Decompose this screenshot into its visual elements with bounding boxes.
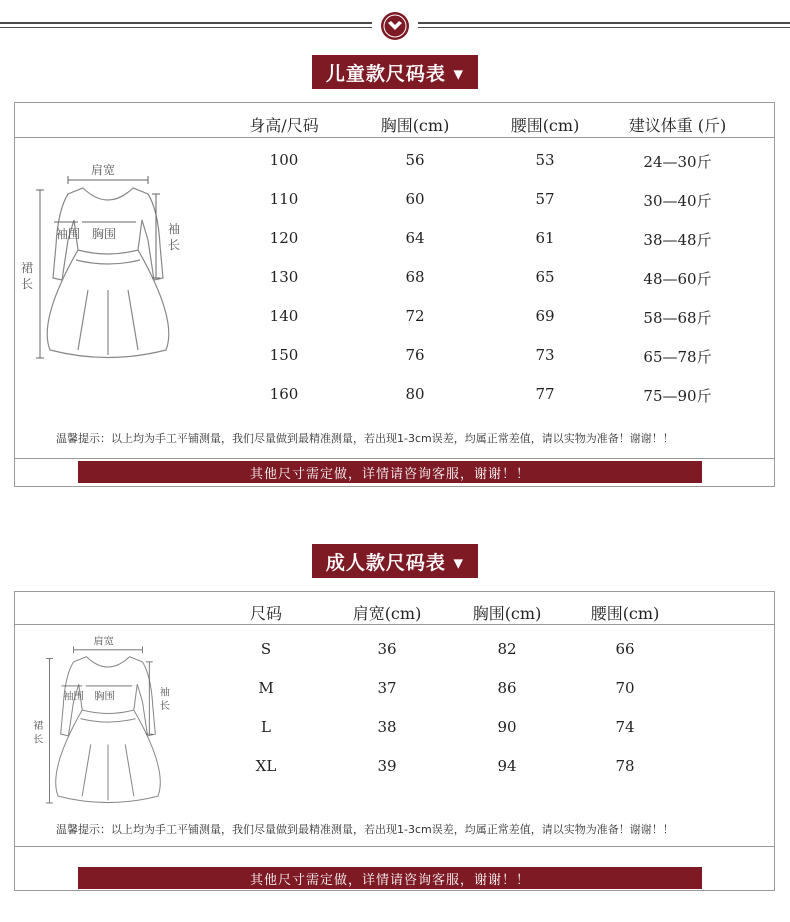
adult-size-chart-title: 成人款尺码表 ▾ [312, 544, 478, 578]
adult-table-cell: 37 [377, 679, 397, 697]
header-shoulder: 肩宽(cm) [352, 604, 422, 623]
kids-table-cell: 57 [535, 190, 555, 208]
adult-table-cell: 82 [497, 640, 517, 658]
kids-table-cell: 38—48斤 [643, 231, 712, 249]
measurement-tip: 温馨提示：以上均为手工平铺测量，我们尽量做到最精准测量，若出现1-3cm误差，均属正常差值，请以实物为准备！谢谢！！ [56, 432, 674, 445]
kids-table-cell: 80 [405, 385, 425, 403]
header-height-size: 身高/尺码 [249, 116, 319, 135]
kids-table-cell: 60 [405, 190, 425, 208]
header-size: 尺码 [249, 604, 282, 623]
custom-size-notice: 其他尺寸需定做，详情请咨询客服，谢谢！！ [78, 461, 702, 483]
kids-size-chart-title: 儿童款尺码表 ▾ [312, 55, 478, 89]
chest-label: 胸围 [94, 690, 115, 703]
kids-table-cell: 24—30斤 [643, 153, 712, 171]
divider-line [418, 22, 790, 24]
chest-label: 胸围 [92, 227, 117, 241]
measurement-tip: 温馨提示：以上均为手工平铺测量，我们尽量做到最精准测量，若出现1-3cm误差，均属正常差值，请以实物为准备！谢谢！！ [56, 823, 674, 836]
header-chest: 胸围(cm) [380, 116, 450, 135]
skirt-length-label: 长 [33, 733, 44, 746]
kids-table-cell: 72 [405, 307, 425, 325]
kids-table-cell: 30—40斤 [643, 192, 712, 210]
adult-table-cell: 70 [615, 679, 635, 697]
header-weight: 建议体重 (斤) [628, 116, 727, 135]
adult-table-cell: 38 [377, 718, 397, 736]
adult-table-cell: 36 [377, 640, 397, 658]
heart-emblem-icon [380, 11, 410, 41]
kids-table-cell: 100 [269, 151, 299, 169]
dress-measurement-diagram [18, 150, 198, 365]
divider-line [15, 846, 774, 847]
kids-table-cell: 68 [405, 268, 425, 286]
kids-table-cell: 150 [269, 346, 299, 364]
shoulder-label: 肩宽 [93, 635, 115, 648]
kids-table-cell: 75—90斤 [643, 387, 712, 405]
kids-table-cell: 65 [535, 268, 555, 286]
kids-table-cell: 73 [535, 346, 555, 364]
sleeve-circ-label: 袖围 [63, 690, 84, 703]
kids-table-cell: 120 [269, 229, 299, 247]
adult-table-cell: 78 [615, 757, 635, 775]
adult-table-cell: XL [255, 757, 277, 775]
divider-line [0, 27, 372, 28]
kids-table-cell: 130 [269, 268, 299, 286]
adult-table-cell: 66 [615, 640, 635, 658]
adult-table-cell: S [260, 640, 272, 658]
adult-table-cell: M [258, 679, 274, 697]
kids-table-cell: 65—78斤 [643, 348, 712, 366]
kids-table-cell: 77 [535, 385, 555, 403]
kids-table-cell: 48—60斤 [643, 270, 712, 288]
divider-line [0, 22, 372, 24]
custom-size-notice: 其他尺寸需定做，详情请咨询客服，谢谢！！ [78, 867, 702, 889]
header-chest: 胸围(cm) [472, 604, 542, 623]
divider-line [15, 137, 774, 138]
kids-table-cell: 56 [405, 151, 425, 169]
sleeve-length-label: 长 [159, 700, 170, 713]
kids-table-cell: 160 [269, 385, 299, 403]
adult-table-cell: 94 [497, 757, 517, 775]
sleeve-circ-label: 袖围 [56, 227, 81, 241]
skirt-length-label: 长 [21, 277, 34, 291]
kids-table-cell: 69 [535, 307, 555, 325]
adult-table-cell: 90 [497, 718, 517, 736]
kids-table-cell: 76 [405, 346, 425, 364]
kids-table-cell: 58—68斤 [643, 309, 712, 327]
sleeve-length-label: 袖 [159, 686, 170, 699]
divider-line [15, 458, 774, 459]
skirt-length-label: 裙 [33, 719, 44, 732]
skirt-length-label: 裙 [21, 261, 34, 275]
adult-table-cell: 39 [377, 757, 397, 775]
kids-table-cell: 61 [535, 229, 555, 247]
kids-table-cell: 140 [269, 307, 299, 325]
sleeve-length-label: 袖 [168, 222, 181, 236]
header-waist: 腰围(cm) [590, 604, 660, 623]
adult-table-cell: 74 [615, 718, 635, 736]
shoulder-label: 肩宽 [91, 163, 116, 177]
kids-table-cell: 110 [269, 190, 299, 208]
adult-table-cell: 86 [497, 679, 517, 697]
kids-table-cell: 64 [405, 229, 425, 247]
adult-table-cell: L [261, 718, 271, 736]
divider-line [418, 27, 790, 28]
sleeve-length-label: 长 [168, 238, 181, 252]
dress-measurement-diagram [18, 624, 198, 809]
header-waist: 腰围(cm) [510, 116, 580, 135]
kids-table-cell: 53 [535, 151, 555, 169]
